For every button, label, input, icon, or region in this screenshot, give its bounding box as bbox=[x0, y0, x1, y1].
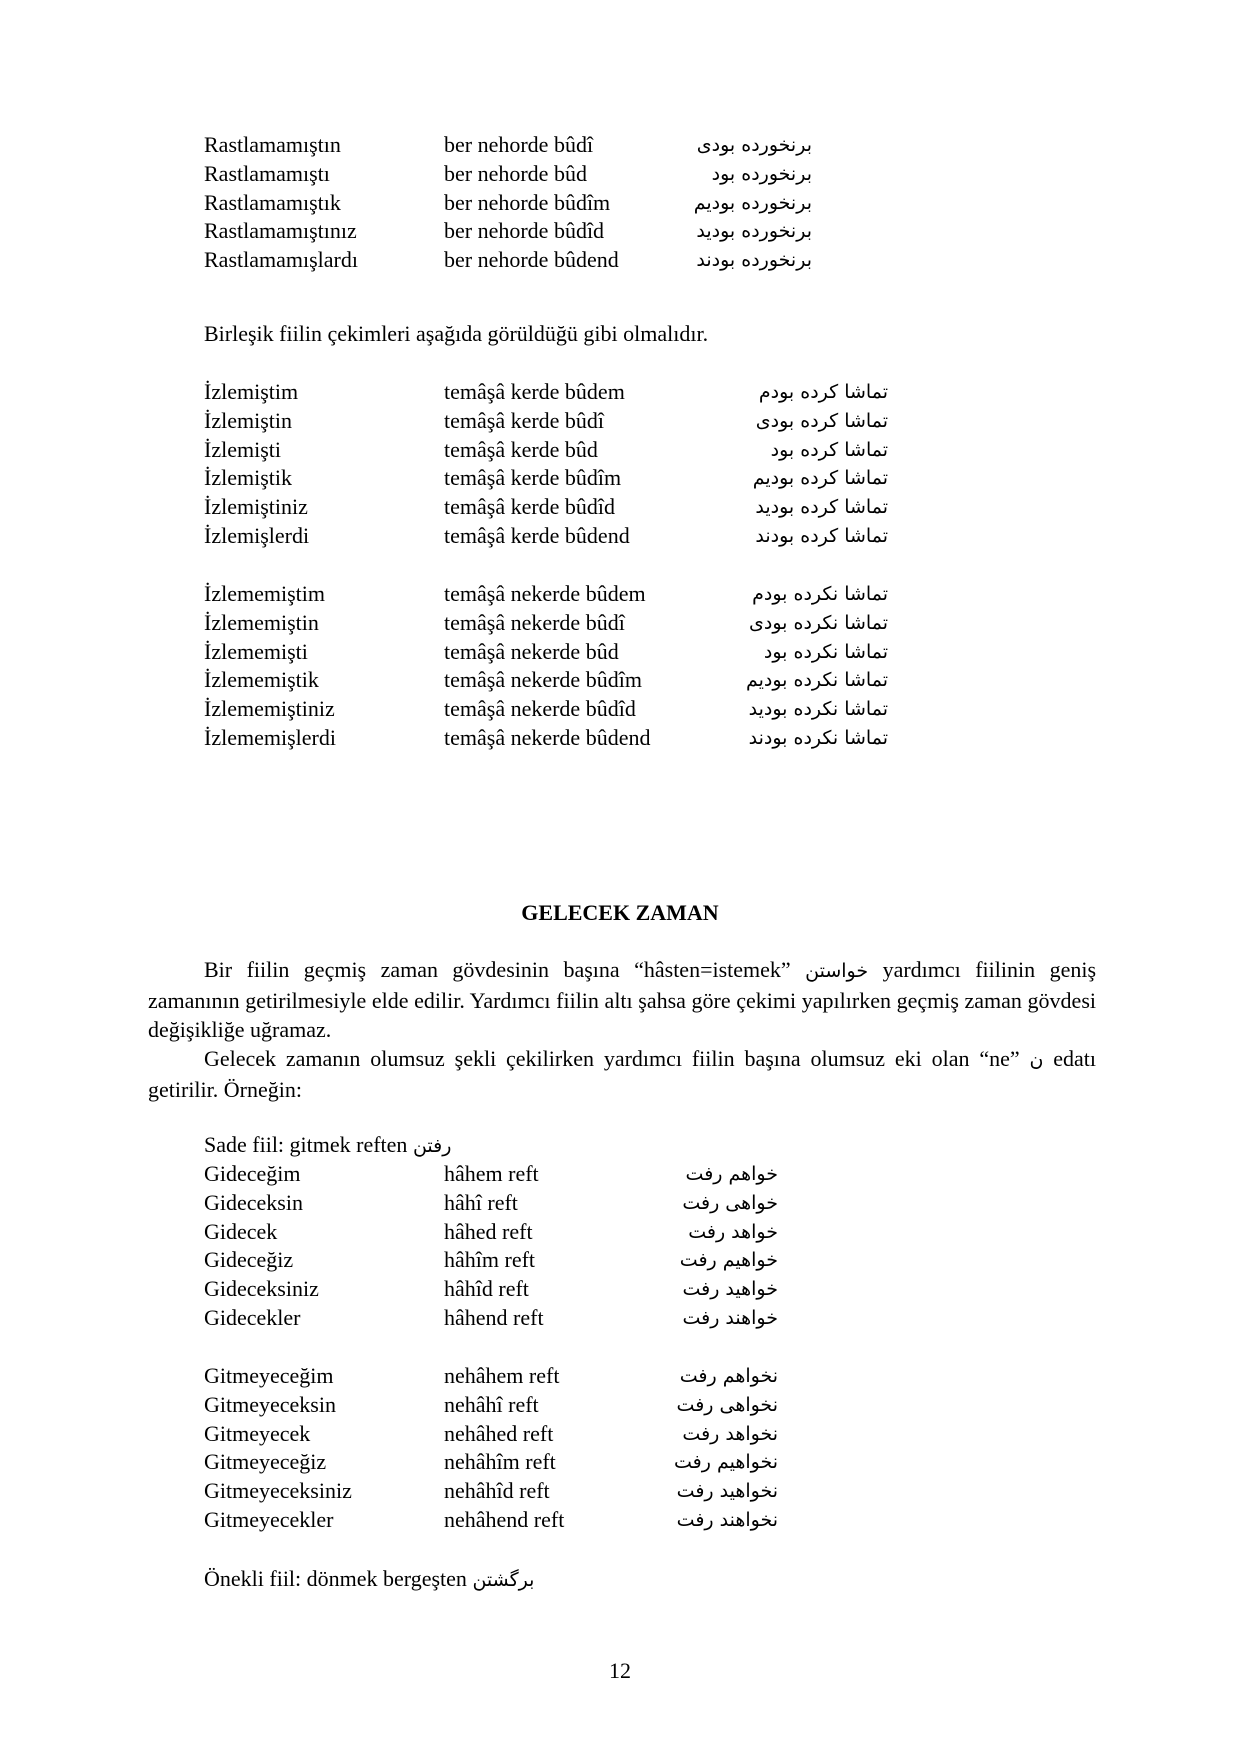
persian-form: تماشا نکرده بودیم bbox=[745, 669, 888, 692]
table-row bbox=[204, 436, 964, 465]
persian-form: برنخورده بودید bbox=[696, 220, 812, 243]
transliteration: temâşâ kerde bûd bbox=[444, 436, 598, 462]
explanation-paragraphs bbox=[148, 955, 1096, 1104]
persian-form: خواهید رفت bbox=[682, 1278, 778, 1301]
page-number: 12 bbox=[609, 1658, 631, 1683]
table-row bbox=[204, 189, 964, 218]
paragraph bbox=[148, 955, 1096, 1044]
example-label: Sade fiil: gitmek reften bbox=[204, 1132, 408, 1157]
persian-form: تماشا نکرده بودید bbox=[748, 698, 888, 721]
conjugation-table-gitmek-positive bbox=[204, 1160, 964, 1333]
paragraph-text: edatı getirilir. Örneğin: bbox=[148, 1046, 1097, 1102]
transliteration: ber nehorde bûdend bbox=[444, 247, 619, 273]
transliteration: nehâhîd reft bbox=[444, 1478, 550, 1504]
persian-form: نخواهم رفت bbox=[679, 1365, 778, 1387]
persian-form: تماشا نکرده بودم bbox=[752, 583, 888, 605]
transliteration: temâşâ kerde bûdend bbox=[444, 522, 630, 548]
transliteration: temâşâ nekerde bûdî bbox=[444, 609, 625, 635]
transliteration: hâhed reft bbox=[444, 1218, 533, 1244]
persian-form: تماشا کرده بودی bbox=[755, 409, 888, 432]
simple-verb-example bbox=[204, 1131, 451, 1161]
persian-form: تماشا نکرده بودی bbox=[749, 611, 888, 634]
table-row bbox=[204, 1362, 964, 1391]
transliteration: temâşâ nekerde bûdem bbox=[444, 581, 646, 606]
turkish-form: İzlemiştik bbox=[204, 465, 292, 491]
table-row bbox=[204, 1506, 964, 1535]
table-row bbox=[204, 1420, 964, 1449]
turkish-form: İzlememiştim bbox=[204, 581, 325, 606]
persian-form: تماشا کرده بودید bbox=[755, 496, 888, 519]
transliteration: temâşâ nekerde bûdîd bbox=[444, 696, 636, 722]
turkish-form: Gitmeyeceksin bbox=[204, 1391, 336, 1417]
persian-form: نخواهد رفت bbox=[682, 1422, 778, 1445]
paragraph-text: Gelecek zamanın olumsuz şekli çekilirken yardımcı fiilin başına olumsuz eki olan “ne” bbox=[204, 1046, 1020, 1071]
persian-form: نخواهند رفت bbox=[676, 1508, 778, 1531]
persian-form: خواهد رفت bbox=[688, 1220, 778, 1243]
persian-form: برنخورده بود bbox=[711, 162, 812, 185]
transliteration: hâhî reft bbox=[444, 1189, 518, 1215]
turkish-form: Gideceksiniz bbox=[204, 1276, 319, 1302]
turkish-form: Gitmeyecek bbox=[204, 1420, 311, 1446]
conjugation-table-izlemek-positive bbox=[204, 378, 964, 551]
table-row bbox=[204, 160, 964, 189]
turkish-form: Gidecekler bbox=[204, 1304, 301, 1330]
table-row bbox=[204, 1391, 964, 1420]
conjugation-table-rastlamak-negative bbox=[204, 131, 964, 275]
persian-form: نخواهی رفت bbox=[676, 1393, 778, 1416]
table-row bbox=[204, 1304, 964, 1333]
turkish-form: İzlemiştiniz bbox=[204, 494, 308, 520]
turkish-form: İzlememişlerdi bbox=[204, 724, 336, 750]
table-row bbox=[204, 493, 964, 522]
turkish-form: Gideceksin bbox=[204, 1189, 303, 1215]
persian-word: رفتن bbox=[412, 1135, 452, 1157]
turkish-form: Gideceğim bbox=[204, 1161, 301, 1186]
persian-form: خواهم رفت bbox=[685, 1163, 778, 1185]
table-row bbox=[204, 464, 964, 493]
table-row bbox=[204, 217, 964, 246]
transliteration: hâhem reft bbox=[444, 1161, 539, 1186]
table-row bbox=[204, 724, 964, 753]
persian-form: تماشا نکرده بودند bbox=[748, 726, 888, 749]
persian-form: برنخورده بودی bbox=[696, 134, 812, 156]
transliteration: nehâhem reft bbox=[444, 1363, 560, 1388]
compound-verb-intro: Birleşik fiilin çekimleri aşağıda görüldüğü gibi olmalıdır. bbox=[204, 321, 709, 346]
persian-word: خواستن bbox=[805, 960, 869, 982]
persian-form: تماشا کرده بودیم bbox=[752, 467, 888, 490]
turkish-form: Gideceğiz bbox=[204, 1247, 294, 1273]
persian-form: تماشا کرده بودم bbox=[758, 381, 888, 403]
persian-form: نخواهید رفت bbox=[676, 1480, 778, 1503]
transliteration: ber nehorde bûdî bbox=[444, 132, 594, 157]
transliteration: temâşâ nekerde bûd bbox=[444, 638, 619, 664]
transliteration: ber nehorde bûd bbox=[444, 160, 587, 186]
transliteration: nehâhend reft bbox=[444, 1506, 565, 1532]
persian-form: تماشا کرده بود bbox=[770, 438, 888, 461]
paragraph-text: yardımcı fiilinin geniş zamanının getirilmesiyle elde edilir. Yardımcı fiilin altı şahsa göre çekimi yapılırken geçmiş zaman gövdesi değişikliğe uğramaz. bbox=[148, 957, 1097, 1042]
table-row bbox=[204, 407, 964, 436]
conjugation-table-izlemek-negative bbox=[204, 580, 964, 753]
transliteration: temâşâ kerde bûdîd bbox=[444, 494, 616, 520]
persian-form: تماشا کرده بودند bbox=[755, 524, 888, 547]
transliteration: temâşâ kerde bûdî bbox=[444, 407, 605, 433]
table-row bbox=[204, 1246, 964, 1275]
table-row bbox=[204, 378, 964, 407]
transliteration: ber nehorde bûdîm bbox=[444, 189, 611, 215]
transliteration: hâhend reft bbox=[444, 1304, 544, 1330]
persian-form: برنخورده بودیم bbox=[693, 191, 812, 214]
persian-word: ن bbox=[1029, 1049, 1044, 1071]
turkish-form: Rastlamamıştı bbox=[204, 160, 330, 186]
turkish-form: İzlememiştiniz bbox=[204, 696, 335, 722]
transliteration: hâhîd reft bbox=[444, 1276, 529, 1302]
table-row bbox=[204, 1189, 964, 1218]
table-row bbox=[204, 1448, 964, 1477]
table-row bbox=[204, 666, 964, 695]
table-row bbox=[204, 246, 964, 275]
persian-word: برگشتن bbox=[472, 1569, 535, 1591]
transliteration: nehâhî reft bbox=[444, 1391, 539, 1417]
persian-form: نخواهیم رفت bbox=[674, 1451, 778, 1474]
table-row bbox=[204, 522, 964, 551]
transliteration: ber nehorde bûdîd bbox=[444, 218, 605, 244]
conjugation-table-gitmek-negative bbox=[204, 1362, 964, 1535]
turkish-form: İzlemişlerdi bbox=[204, 522, 310, 548]
transliteration: nehâhîm reft bbox=[444, 1449, 556, 1475]
table-row bbox=[204, 1275, 964, 1304]
table-row bbox=[204, 1160, 964, 1189]
turkish-form: İzlememiştik bbox=[204, 667, 319, 693]
table-row bbox=[204, 1218, 964, 1247]
turkish-form: İzlemiştim bbox=[204, 379, 299, 404]
turkish-form: Gitmeyeceğiz bbox=[204, 1449, 327, 1475]
prefixed-verb-example bbox=[204, 1565, 534, 1595]
turkish-form: Rastlamamıştık bbox=[204, 189, 341, 215]
persian-form: خواهیم رفت bbox=[679, 1249, 778, 1272]
turkish-form: İzlemişti bbox=[204, 436, 281, 462]
turkish-form: Gitmeyeceğim bbox=[204, 1363, 334, 1388]
turkish-form: İzlememiştin bbox=[204, 609, 319, 635]
section-heading: GELECEK ZAMAN bbox=[521, 900, 719, 925]
persian-form: خواهی رفت bbox=[682, 1191, 778, 1214]
turkish-form: Rastlamamıştın bbox=[204, 132, 341, 157]
turkish-form: Rastlamamışlardı bbox=[204, 247, 358, 273]
transliteration: hâhîm reft bbox=[444, 1247, 536, 1273]
turkish-form: Rastlamamıştınız bbox=[204, 218, 357, 244]
transliteration: temâşâ kerde bûdîm bbox=[444, 465, 622, 491]
transliteration: temâşâ nekerde bûdîm bbox=[444, 667, 642, 693]
table-row bbox=[204, 580, 964, 609]
table-row bbox=[204, 695, 964, 724]
transliteration: temâşâ nekerde bûdend bbox=[444, 724, 651, 750]
transliteration: temâşâ kerde bûdem bbox=[444, 379, 625, 404]
example-label: Önekli fiil: dönmek bergeşten bbox=[204, 1566, 467, 1591]
table-row bbox=[204, 131, 964, 160]
paragraph-text: Bir fiilin geçmiş zaman gövdesinin başına “hâsten=istemek” bbox=[204, 957, 791, 982]
turkish-form: Gitmeyeceksiniz bbox=[204, 1478, 352, 1504]
turkish-form: Gidecek bbox=[204, 1218, 278, 1244]
turkish-form: Gitmeyecekler bbox=[204, 1506, 334, 1532]
persian-form: تماشا نکرده بود bbox=[763, 640, 888, 663]
table-row bbox=[204, 638, 964, 667]
persian-form: خواهند رفت bbox=[682, 1306, 778, 1329]
table-row bbox=[204, 609, 964, 638]
transliteration: nehâhed reft bbox=[444, 1420, 554, 1446]
table-row bbox=[204, 1477, 964, 1506]
turkish-form: İzlememişti bbox=[204, 638, 308, 664]
persian-form: برنخورده بودند bbox=[696, 249, 812, 272]
turkish-form: İzlemiştin bbox=[204, 407, 292, 433]
paragraph bbox=[148, 1044, 1096, 1104]
